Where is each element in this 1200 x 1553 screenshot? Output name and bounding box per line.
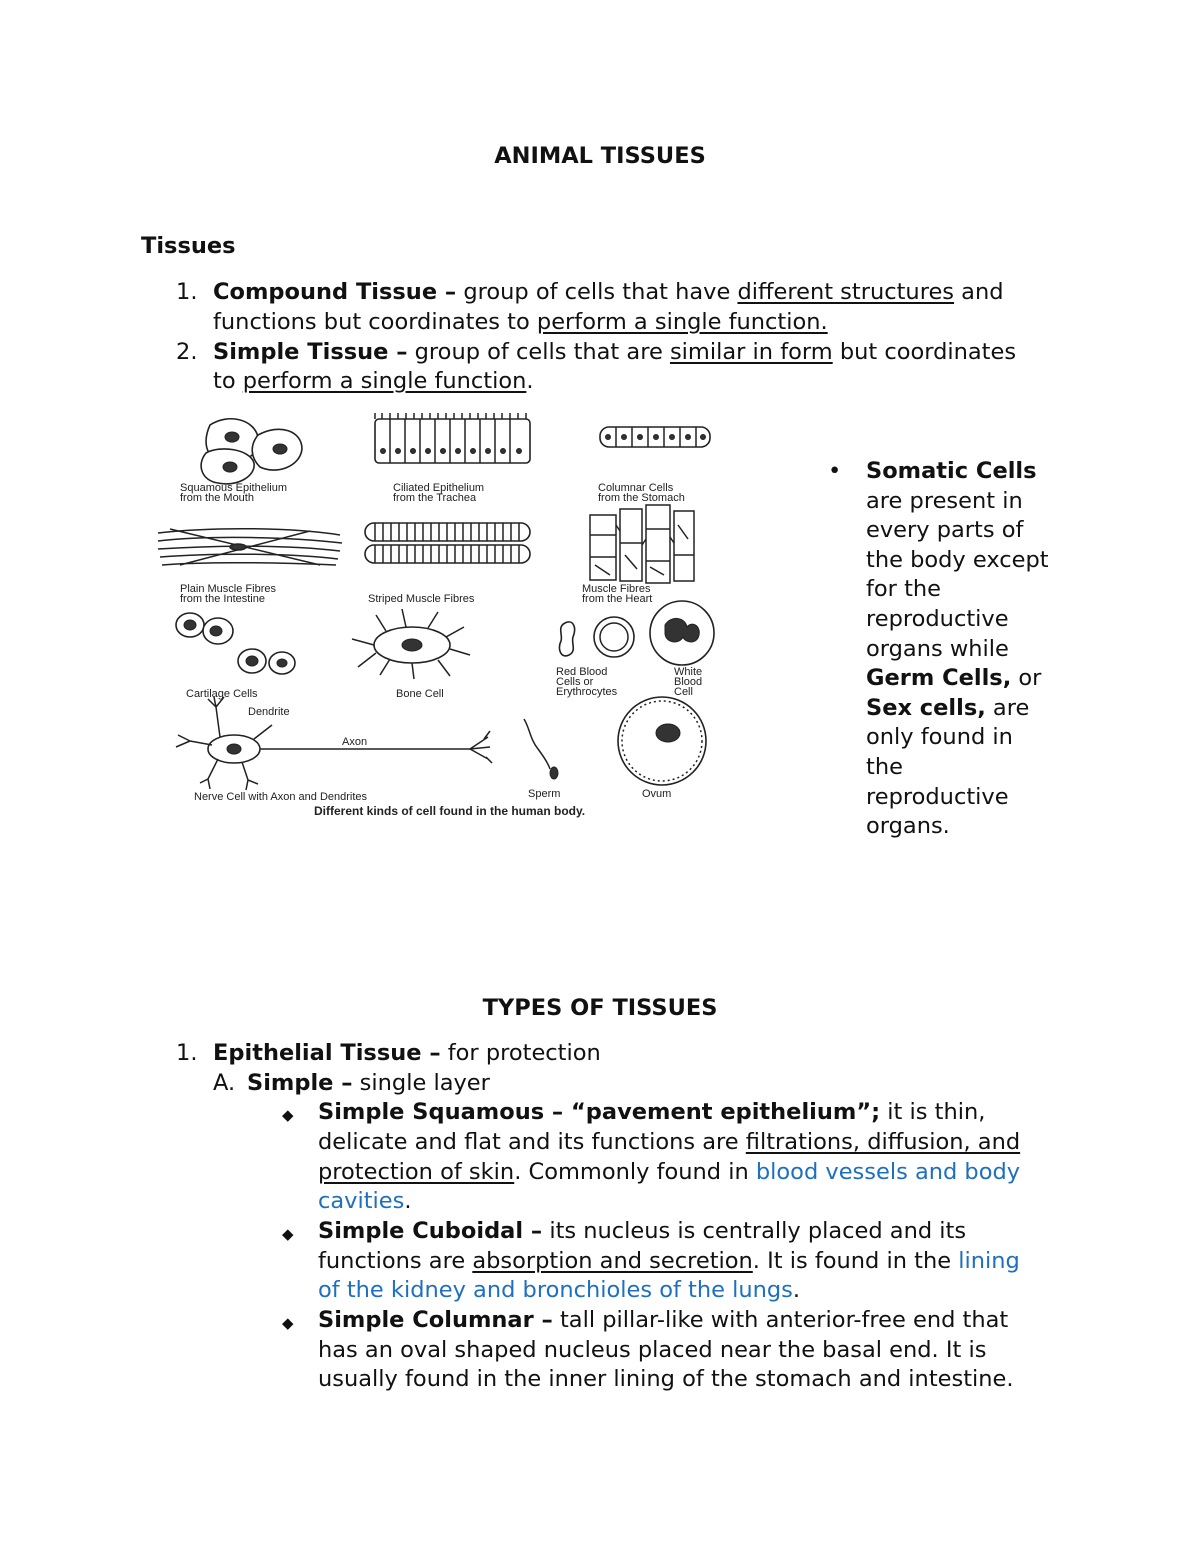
figure-label: Cells or	[556, 676, 594, 688]
white-blood-cell-drawing	[650, 601, 714, 665]
term: Simple –	[247, 1070, 353, 1096]
side-note-line	[866, 487, 1086, 517]
list-item-text	[213, 308, 828, 338]
term: Simple Cuboidal –	[318, 1218, 543, 1244]
text-run: functions are	[318, 1248, 473, 1274]
figure-label: from the Trachea	[393, 492, 477, 504]
figure-label: Cartilage Cells	[186, 688, 258, 700]
underlined-text: similar in form	[669, 339, 833, 365]
figure-label: Erythrocytes	[556, 686, 618, 698]
underlined-text: perform a single function.	[536, 309, 828, 335]
list-number: 1.	[176, 1040, 198, 1066]
figure-label: Red Blood	[556, 666, 608, 678]
figure-label: from the Heart	[582, 593, 653, 605]
side-note-line	[866, 575, 1086, 605]
text-run: .	[526, 368, 534, 394]
underlined-text: perform a single function	[242, 368, 527, 394]
figure-label: from the Stomach	[598, 492, 685, 504]
section-heading-types: TYPES OF TISSUES	[482, 995, 718, 1021]
bullet-line	[318, 1306, 1008, 1336]
highlighted-text: of the kidney and bronchioles of the lungs	[318, 1277, 793, 1303]
figure-label: Plain Muscle Fibres	[180, 583, 276, 595]
highlighted-text: blood vessels and body	[755, 1159, 1021, 1185]
sub-list-letter: A.	[213, 1070, 236, 1096]
text-run: .	[404, 1188, 412, 1214]
text-run: delicate and flat and its functions are	[318, 1129, 746, 1155]
text-run: organs.	[866, 813, 950, 840]
text-run: tall pillar-like with anterior-free end that	[552, 1307, 1009, 1333]
bullet-line	[318, 1276, 800, 1306]
term: Epithelial Tissue –	[213, 1040, 441, 1066]
squamous-cells-drawing	[201, 419, 302, 484]
underlined-text: absorption and secretion	[472, 1248, 753, 1274]
figure-label: Muscle Fibres	[582, 583, 651, 595]
text-run: to	[213, 368, 243, 394]
side-note-line	[866, 783, 1086, 813]
bold-run: Sex cells,	[866, 694, 986, 721]
sub-list-text	[247, 1069, 490, 1099]
side-note-line	[866, 753, 1086, 783]
bullet-line	[318, 1187, 412, 1217]
ovum-drawing	[618, 697, 706, 785]
list-number: 2.	[176, 339, 198, 365]
figure-label: from the Mouth	[180, 492, 254, 504]
text-run: organs while	[866, 635, 1009, 662]
side-note-line	[866, 635, 1086, 665]
cartilage-cells-drawing	[176, 613, 295, 674]
figure-label: Columnar Cells	[598, 482, 674, 494]
figure-label: Sperm	[528, 788, 561, 800]
list-item-text	[213, 338, 1016, 368]
cells-figure	[150, 405, 730, 820]
text-run: functions but coordinates to	[213, 309, 537, 335]
nerve-cell-drawing	[176, 697, 492, 790]
text-run: it is thin,	[880, 1099, 986, 1125]
plain-muscle-drawing	[158, 529, 342, 565]
list-item-text	[213, 367, 534, 397]
list-item-text	[213, 278, 1004, 308]
figure-label: Cell	[674, 686, 693, 698]
bold-run: Germ Cells,	[866, 665, 1012, 692]
text-run: reproductive	[866, 783, 1009, 810]
underlined-text: filtrations, diffusion, and	[745, 1129, 1021, 1155]
text-run: group of cells that have	[456, 279, 738, 305]
text-run: are present in	[866, 487, 1023, 514]
list-number: 1.	[176, 279, 198, 305]
text-run: or	[1011, 665, 1042, 692]
section-heading-tissues: Tissues	[141, 233, 236, 259]
bullet-line	[318, 1098, 985, 1128]
columnar-cells-drawing	[600, 427, 710, 447]
term: Simple Tissue –	[213, 339, 408, 365]
underlined-text: different structures	[737, 279, 955, 305]
figure-label: Bone Cell	[396, 688, 444, 700]
ciliated-cells-drawing	[375, 413, 530, 463]
page-title: ANIMAL TISSUES	[494, 143, 706, 169]
side-note-line	[866, 546, 1086, 576]
diamond-bullet: ◆	[282, 1314, 294, 1332]
bullet: •	[828, 458, 842, 484]
text-run: are	[985, 694, 1030, 721]
figure-label: Axon	[342, 736, 368, 748]
figure-caption: Different kinds of cell found in the human body.	[314, 804, 586, 818]
figure-label: from the Intestine	[180, 593, 265, 605]
figure-label: Ovum	[642, 788, 672, 800]
text-run: its nucleus is centrally placed and its	[542, 1218, 967, 1244]
diamond-bullet: ◆	[282, 1106, 294, 1124]
bullet-line	[318, 1247, 1020, 1277]
list-item-text	[213, 1039, 601, 1069]
figure-label: Blood	[674, 676, 703, 688]
sperm-drawing	[524, 719, 558, 779]
term: Compound Tissue –	[213, 279, 457, 305]
red-blood-cells-drawing	[559, 617, 634, 657]
side-note-line	[866, 664, 1086, 694]
side-note-line	[866, 605, 1086, 635]
highlighted-text: lining	[958, 1248, 1020, 1274]
text-run: but coordinates	[832, 339, 1017, 365]
text-run: for protection	[440, 1040, 601, 1066]
heart-muscle-drawing	[590, 505, 694, 583]
text-run: every parts of	[866, 517, 1024, 544]
text-run: group of cells that are	[407, 339, 670, 365]
side-note-line	[866, 723, 1086, 753]
figure-label: White	[674, 666, 703, 678]
figure-label: Dendrite	[248, 706, 290, 718]
text-run: and	[954, 279, 1004, 305]
text-run: the body except	[866, 546, 1049, 573]
figure-label: Squamous Epithelium	[180, 482, 288, 494]
text-run: . Commonly found in	[514, 1159, 756, 1185]
text-run: reproductive	[866, 605, 1009, 632]
text-run: . It is found in the	[752, 1248, 959, 1274]
side-note-text	[866, 457, 1086, 842]
bullet-line	[318, 1158, 1020, 1188]
text-run: for the	[866, 576, 942, 603]
striped-muscle-drawing	[365, 523, 530, 563]
bold-run: Somatic Cells	[866, 458, 1037, 484]
side-note-line	[866, 694, 1086, 724]
side-note-line	[866, 516, 1086, 546]
figure-label: Nerve Cell with Axon and Dendrites	[194, 791, 368, 803]
text-run: .	[792, 1277, 801, 1303]
bone-cell-drawing	[352, 609, 470, 679]
diamond-bullet: ◆	[282, 1225, 294, 1243]
bullet-line: usually found in the inner lining of the stomach and intestine.	[318, 1366, 1014, 1392]
side-note-line	[866, 812, 1086, 842]
highlighted-text: cavities	[318, 1188, 405, 1214]
bullet-line	[318, 1128, 1020, 1158]
underlined-text: protection of skin	[318, 1159, 515, 1185]
text-run: the	[866, 753, 903, 780]
figure-label: Ciliated Epithelium	[393, 482, 485, 494]
side-note-line	[866, 457, 1086, 487]
bullet-line	[318, 1217, 966, 1247]
bullet-line: has an oval shaped nucleus placed near the basal end. It is	[318, 1337, 987, 1363]
text-run: single layer	[352, 1070, 490, 1096]
text-run: only found in	[866, 724, 1013, 751]
term: Simple Columnar –	[318, 1307, 553, 1333]
term: Simple Squamous – “pavement epithelium”;	[318, 1099, 881, 1125]
figure-label: Striped Muscle Fibres	[368, 593, 475, 605]
